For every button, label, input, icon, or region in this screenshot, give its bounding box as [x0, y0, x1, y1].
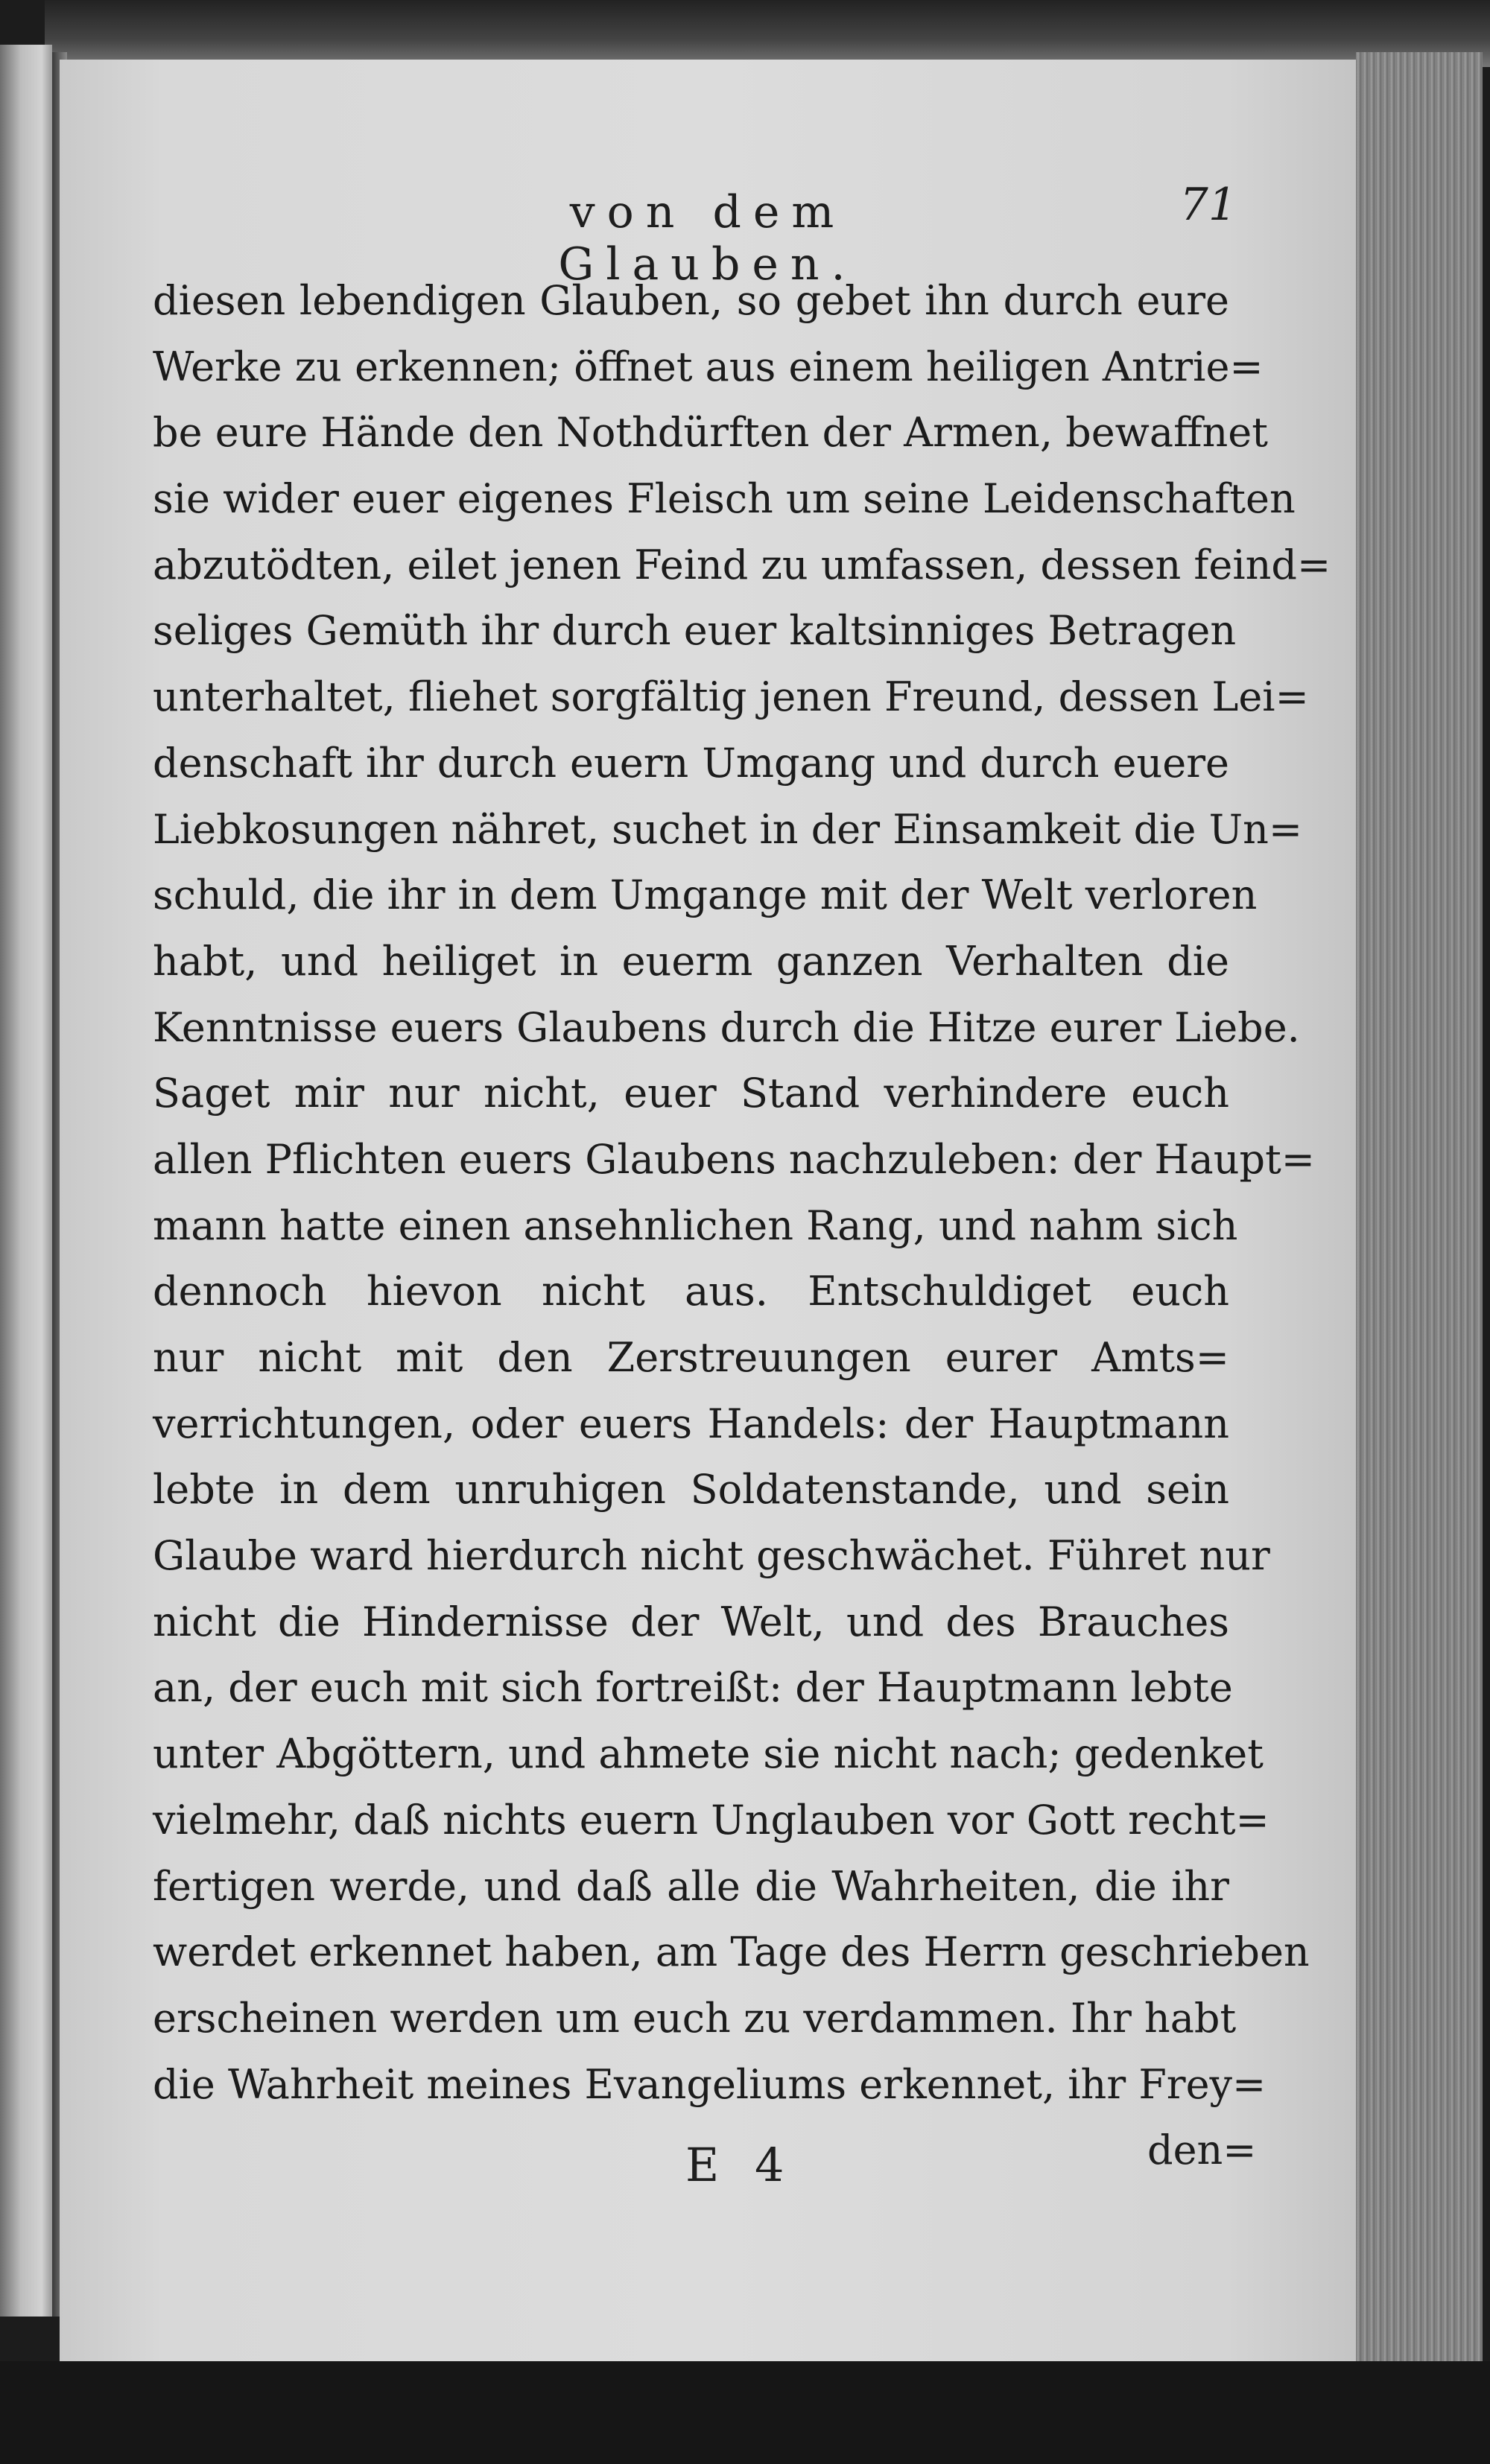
text-line: an, der euch mit sich fortreißt: der Hauptmann lebte — [153, 1664, 1233, 1712]
catchword: den= — [1147, 2127, 1257, 2174]
text-line: Werke zu erkennen; öffnet aus einem heiligen Antrie= — [153, 343, 1264, 390]
text-line: schuld, die ihr in dem Umgange mit der Welt verloren — [153, 871, 1258, 919]
text-line: lebte in dem unruhigen Soldatenstande, und sein — [153, 1466, 1229, 1514]
signature-mark: E 4 — [685, 2138, 795, 2192]
text-line: nicht die Hindernisse der Welt, und des Brauches — [153, 1598, 1229, 1645]
text-line: be eure Hände den Nothdürften der Armen, bewaffnet — [153, 409, 1268, 457]
page-number: 71 — [1179, 179, 1237, 231]
text-line: mann hatte einen ansehnlichen Rang, und nahm sich — [153, 1201, 1238, 1249]
text-line: Saget mir nur nicht, euer Stand verhindere euch — [153, 1070, 1229, 1117]
text-line: fertigen werde, und daß alle die Wahrheiten, die ihr — [153, 1862, 1229, 1910]
text-line: erscheinen werden um euch zu verdammen. Ihr habt — [153, 1994, 1237, 2042]
text-line: diesen lebendigen Glauben, so gebet ihn durch eure — [153, 277, 1229, 324]
text-line: Kenntnisse euers Glaubens durch die Hitze eurer Liebe. — [153, 1003, 1300, 1051]
text-line: dennoch hievon nicht aus. Entschuldiget euch — [153, 1268, 1229, 1315]
page-fore-edge — [1356, 52, 1483, 2384]
text-line: unter Abgöttern, und ahmete sie nicht nach; gedenket — [153, 1730, 1264, 1778]
bottom-shadow — [0, 2361, 1490, 2464]
body-text — [153, 268, 1331, 2118]
text-line: denschaft ihr durch euern Umgang und durch euere — [153, 739, 1229, 787]
running-head: von dem Glauben. — [558, 186, 857, 290]
text-line: allen Pflichten euers Glaubens nachzuleben: der Haupt= — [153, 1135, 1316, 1183]
text-line: unterhaltet, fliehet sorgfältig jenen Freund, dessen Lei= — [153, 673, 1309, 721]
text-line: Liebkosungen nähret, suchet in der Einsamkeit die Un= — [153, 805, 1303, 853]
text-line: abzutödten, eilet jenen Feind zu umfassen, dessen feind= — [153, 541, 1331, 588]
top-shadow — [45, 0, 1490, 67]
text-line: habt, und heiliget in euerm ganzen Verhalten die — [153, 937, 1229, 985]
text-line: vielmehr, daß nichts euern Unglauben vor Gott recht= — [153, 1796, 1269, 1844]
text-line: die Wahrheit meines Evangeliums erkennet, ihr Frey= — [153, 2060, 1266, 2108]
text-line: sie wider euer eigenes Fleisch um seine Leidenschaften — [153, 475, 1296, 523]
text-line: seliges Gemüth ihr durch euer kaltsinniges Betragen — [153, 607, 1237, 655]
text-line: verrichtungen, oder euers Handels: der Hauptmann — [153, 1400, 1229, 1447]
text-line: Glaube ward hierdurch nicht geschwächet. Führet nur — [153, 1532, 1270, 1580]
facing-page-edge — [0, 45, 52, 2317]
text-line: werdet erkennet haben, am Tage des Herrn geschrieben — [153, 1928, 1310, 1976]
text-line: nur nicht mit den Zerstreuungen eurer Amts= — [153, 1334, 1229, 1381]
